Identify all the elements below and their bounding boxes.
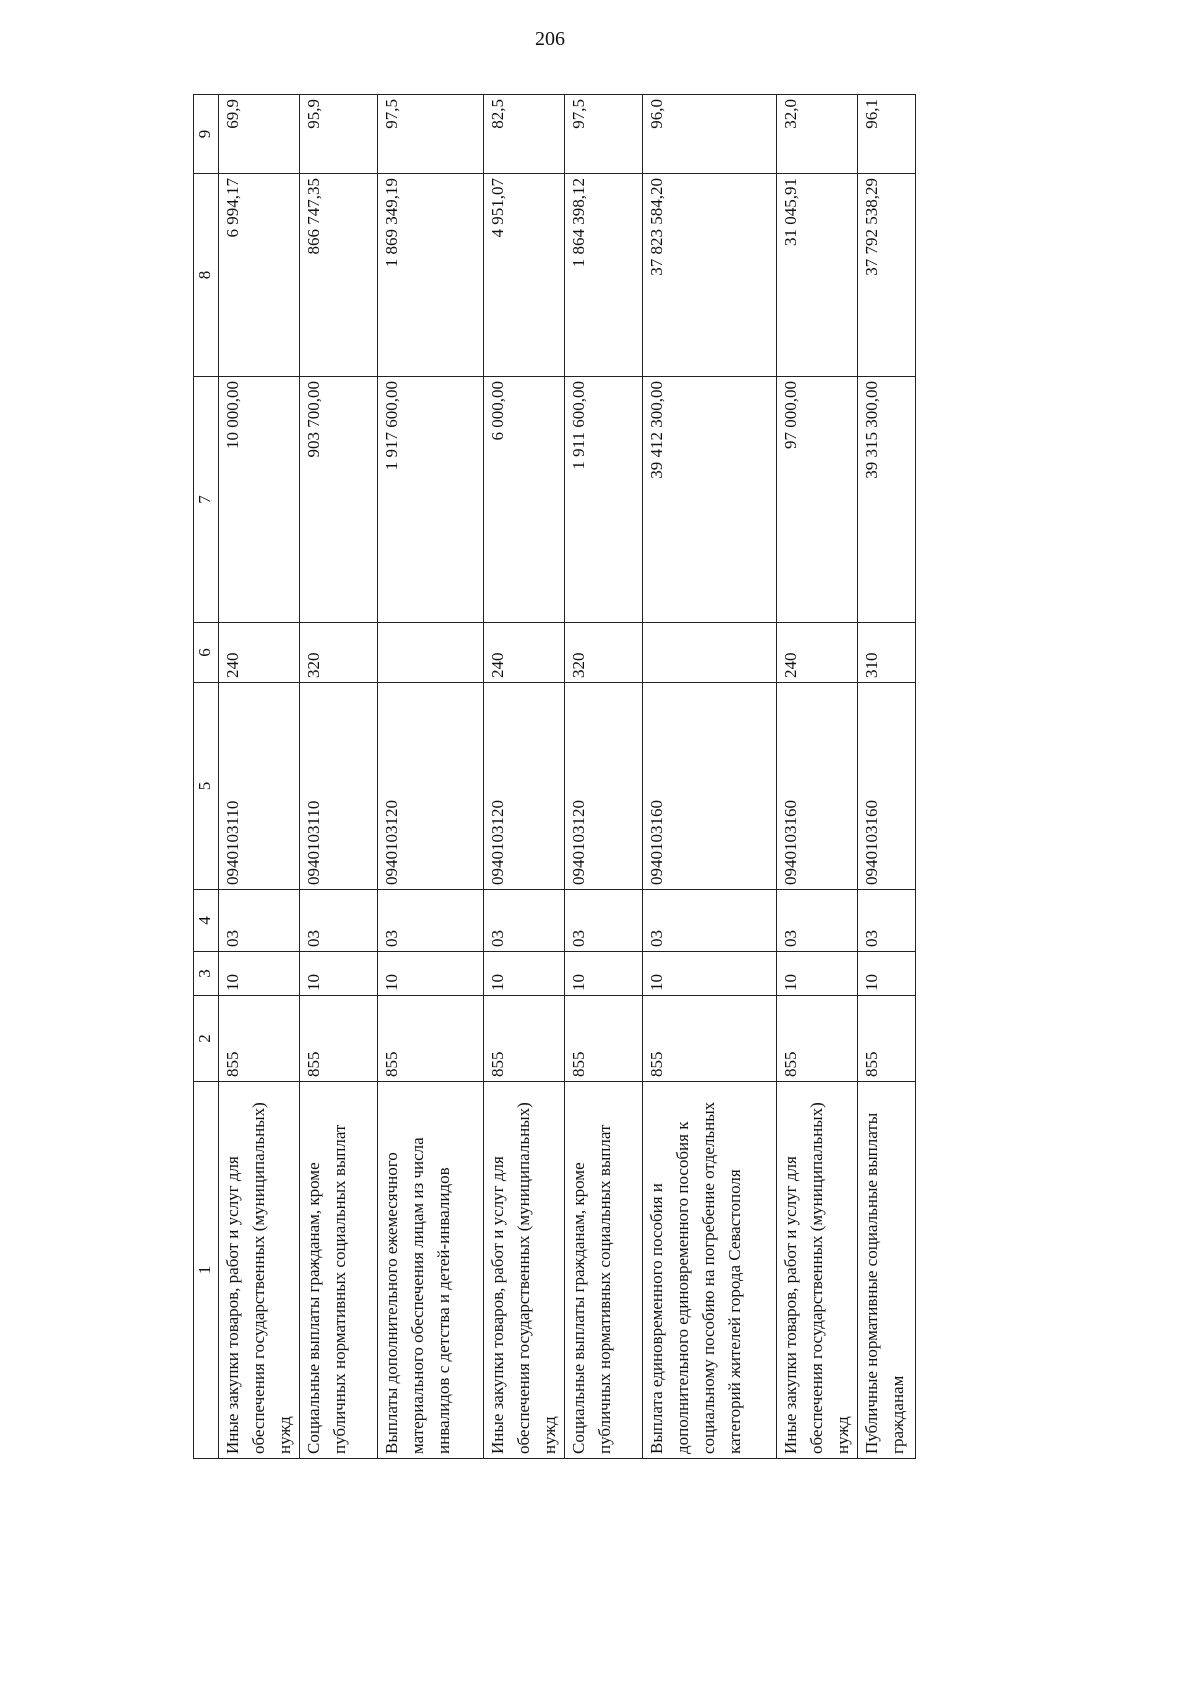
cell-expense-type [643,623,777,683]
cell-planned: 39 412 300,00 [643,377,777,623]
cell-admin-code: 855 [777,996,858,1082]
cell-expense-type [378,623,484,683]
cell-target-code: 0940103120 [565,683,643,890]
cell-target-code: 0940103110 [219,683,300,890]
cell-executed: 6 994,17 [219,174,300,377]
cell-subsection: 03 [378,890,484,952]
cell-subsection: 03 [643,890,777,952]
page-number: 206 [535,28,565,50]
cell-planned: 39 315 300,00 [858,377,916,623]
cell-percent: 32,0 [777,95,858,174]
header-cell: 8 [194,174,219,377]
cell-subsection: 03 [219,890,300,952]
cell-subsection: 03 [484,890,565,952]
header-cell: 9 [194,95,219,174]
cell-admin-code: 855 [219,996,300,1082]
cell-expense-type: 240 [484,623,565,683]
cell-percent: 97,5 [565,95,643,174]
cell-target-code: 0940103160 [777,683,858,890]
cell-planned: 1 911 600,00 [565,377,643,623]
cell-expense-type: 320 [300,623,378,683]
cell-target-code: 0940103160 [643,683,777,890]
cell-target-code: 0940103120 [378,683,484,890]
row-name-cell: Публичные нормативные социальные выплаты гражданам [858,1082,916,1459]
header-cell: 4 [194,890,219,952]
cell-subsection: 03 [565,890,643,952]
cell-subsection: 03 [858,890,916,952]
cell-section: 10 [378,952,484,996]
cell-target-code: 0940103160 [858,683,916,890]
cell-admin-code: 855 [484,996,565,1082]
header-cell: 6 [194,623,219,683]
cell-admin-code: 855 [858,996,916,1082]
row-name-cell: Социальные выплаты гражданам, кроме публичных нормативных социальных выплат [565,1082,643,1459]
cell-expense-type: 320 [565,623,643,683]
cell-admin-code: 855 [378,996,484,1082]
cell-percent: 95,9 [300,95,378,174]
table-row [565,95,643,1459]
cell-percent: 97,5 [378,95,484,174]
table-row [219,95,300,1459]
cell-planned: 97 000,00 [777,377,858,623]
cell-planned: 903 700,00 [300,377,378,623]
row-name-cell: Выплата единовременного пособия и дополнительного единовременного пособия к социальному пособию на погребение отдельных категорий жителей города Севастополя [643,1082,777,1459]
cell-executed: 4 951,07 [484,174,565,377]
row-name-cell: Иные закупки товаров, работ и услуг для обеспечения государственных (муниципальных) нужд [777,1082,858,1459]
table-row [300,95,378,1459]
cell-percent: 96,0 [643,95,777,174]
table-row [858,95,916,1459]
cell-section: 10 [643,952,777,996]
cell-percent: 96,1 [858,95,916,174]
cell-percent: 82,5 [484,95,565,174]
table-row [777,95,858,1459]
header-cell: 7 [194,377,219,623]
row-name-cell: Выплаты дополнительного ежемесячного материального обеспечения лицам из числа инвалидов с детства и детей-инвалидов [378,1082,484,1459]
cell-executed: 37 792 538,29 [858,174,916,377]
cell-subsection: 03 [777,890,858,952]
row-name-cell: Иные закупки товаров, работ и услуг для обеспечения государственных (муниципальных) нужд [219,1082,300,1459]
row-name-cell: Социальные выплаты гражданам, кроме публичных нормативных социальных выплат [300,1082,378,1459]
rotated-table-wrapper [193,95,907,1459]
cell-admin-code: 855 [565,996,643,1082]
table-row [484,95,565,1459]
cell-executed: 1 864 398,12 [565,174,643,377]
cell-executed: 866 747,35 [300,174,378,377]
table-row [378,95,484,1459]
cell-planned: 6 000,00 [484,377,565,623]
cell-subsection: 03 [300,890,378,952]
cell-admin-code: 855 [300,996,378,1082]
budget-table [193,94,916,1459]
cell-section: 10 [858,952,916,996]
cell-expense-type: 310 [858,623,916,683]
cell-admin-code: 855 [643,996,777,1082]
header-cell: 3 [194,952,219,996]
cell-target-code: 0940103120 [484,683,565,890]
cell-section: 10 [777,952,858,996]
table-row [643,95,777,1459]
cell-section: 10 [300,952,378,996]
header-cell: 1 [194,1082,219,1459]
cell-planned: 10 000,00 [219,377,300,623]
header-cell: 5 [194,683,219,890]
cell-expense-type: 240 [219,623,300,683]
cell-executed: 31 045,91 [777,174,858,377]
cell-section: 10 [484,952,565,996]
cell-executed: 37 823 584,20 [643,174,777,377]
cell-section: 10 [219,952,300,996]
cell-section: 10 [565,952,643,996]
cell-planned: 1 917 600,00 [378,377,484,623]
table-header-row [194,95,219,1459]
row-name-cell: Иные закупки товаров, работ и услуг для обеспечения государственных (муниципальных) нужд [484,1082,565,1459]
header-cell: 2 [194,996,219,1082]
cell-target-code: 0940103110 [300,683,378,890]
cell-percent: 69,9 [219,95,300,174]
cell-expense-type: 240 [777,623,858,683]
cell-executed: 1 869 349,19 [378,174,484,377]
